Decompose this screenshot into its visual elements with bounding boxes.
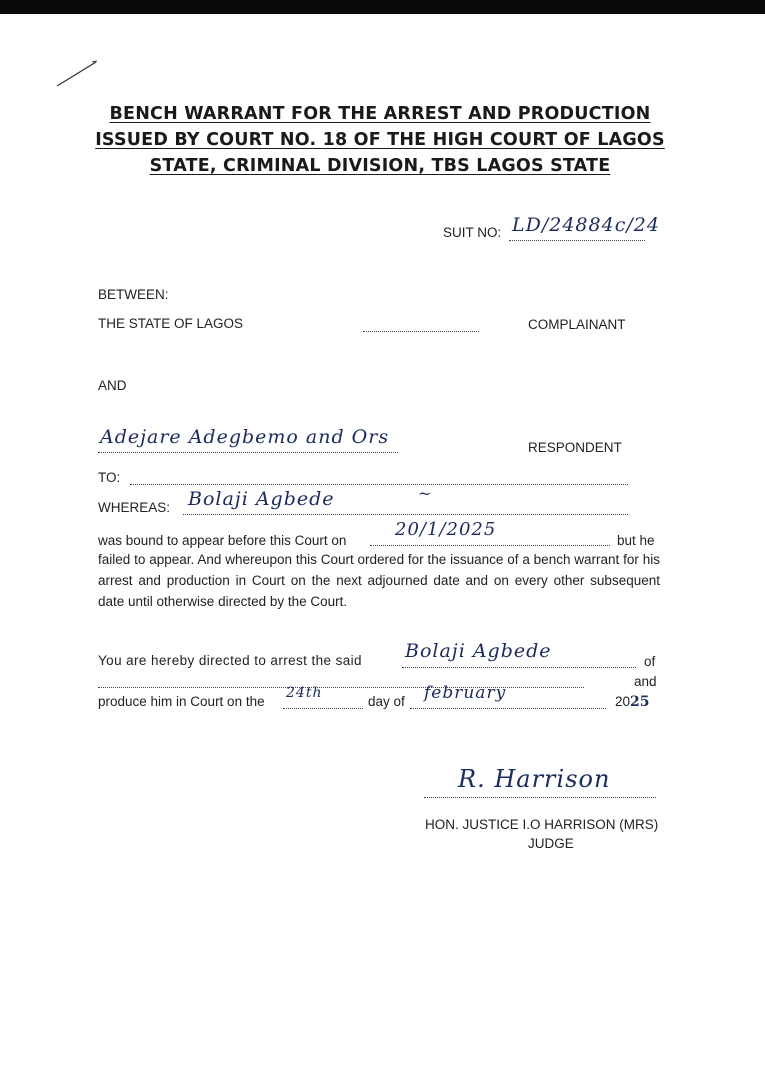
year-suffix: 25 bbox=[630, 694, 650, 710]
between-label: BETWEEN: bbox=[98, 287, 169, 302]
suit-no-value: LD/24884c/24 bbox=[512, 214, 660, 236]
signature-dotted-line bbox=[424, 797, 656, 798]
whereas-name: Bolaji Agbede bbox=[188, 488, 335, 510]
title-line-1: BENCH WARRANT FOR THE ARREST AND PRODUCTION bbox=[109, 104, 651, 124]
suit-no-dotted-line bbox=[509, 240, 645, 241]
judge-signature: R. Harrison bbox=[458, 765, 611, 793]
title-line-2: ISSUED BY COURT NO. 18 OF THE HIGH COURT OF LAGOS bbox=[95, 130, 665, 150]
and-label: AND bbox=[98, 378, 127, 393]
month-value: february bbox=[424, 683, 507, 703]
month-dotted-line bbox=[410, 708, 606, 709]
directive-name: Bolaji Agbede bbox=[405, 640, 552, 662]
complainant-name: THE STATE OF LAGOS bbox=[98, 316, 244, 331]
scan-top-edge bbox=[0, 0, 765, 14]
day-of-label: day of bbox=[368, 694, 405, 709]
year-prefix: 20 bbox=[615, 694, 631, 709]
whereas-dotted-line bbox=[183, 514, 628, 515]
judge-name: HON. JUSTICE I.O HARRISON (MRS) bbox=[425, 817, 659, 832]
day-dotted-line bbox=[283, 708, 363, 709]
paragraph-rest: failed to appear. And whereupon this Court ordered for the issuance of a bench warrant for his arrest and production in Court on the next adjourned date and on every other subsequent date until otherwise directed by the Court. bbox=[98, 552, 660, 609]
complainant-dotted-line bbox=[363, 331, 479, 332]
produce-prefix: produce him in Court on the bbox=[98, 694, 265, 709]
day-value: 24th bbox=[286, 685, 323, 701]
address-dotted-line bbox=[98, 687, 584, 688]
respondent-dotted-line bbox=[98, 452, 398, 453]
appear-dotted-line bbox=[370, 545, 610, 546]
of-label: of bbox=[644, 654, 656, 669]
directive-name-dotted-line bbox=[402, 667, 636, 668]
judge-title: JUDGE bbox=[528, 836, 574, 851]
to-dotted-line bbox=[130, 484, 628, 485]
respondent-name: Adejare Adegbemo and Ors bbox=[100, 426, 390, 448]
complainant-role: COMPLAINANT bbox=[528, 317, 626, 332]
appear-date: 20/1/2025 bbox=[395, 519, 497, 540]
directive-prefix: You are hereby directed to arrest the said bbox=[98, 653, 362, 668]
whereas-tilde: ~ bbox=[418, 484, 433, 503]
year-label bbox=[615, 694, 650, 710]
to-label: TO: bbox=[98, 470, 121, 485]
appear-prefix: was bound to appear before this Court on bbox=[98, 533, 347, 548]
suit-no-label: SUIT NO: bbox=[443, 225, 502, 240]
title-line-3: STATE, CRIMINAL DIVISION, TBS LAGOS STATE bbox=[149, 156, 611, 176]
pen-mark bbox=[54, 58, 100, 90]
whereas-label: WHEREAS: bbox=[98, 500, 171, 515]
and-connector: and bbox=[634, 674, 657, 689]
appear-suffix: but he bbox=[617, 533, 655, 548]
respondent-role: RESPONDENT bbox=[528, 440, 622, 455]
